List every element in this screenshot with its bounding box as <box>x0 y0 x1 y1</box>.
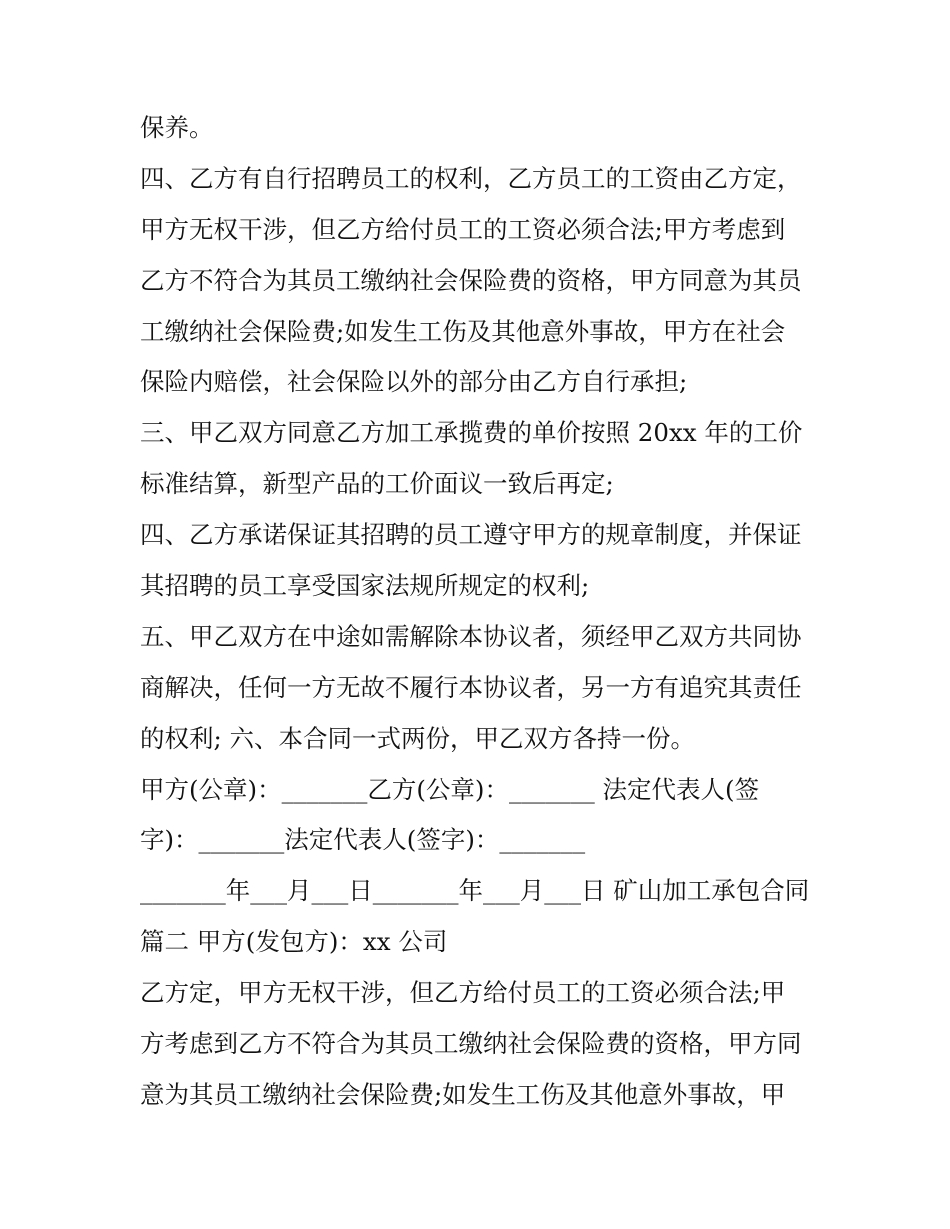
text-line: 篇二 甲方(发包方)：xx 公司 <box>140 927 448 957</box>
text-line: 的权利; 六、本合同一式两份，甲乙双方各持一份。 <box>140 723 696 753</box>
text-line: 意为其员工缴纳社会保险费;如发生工伤及其他意外事故，甲 <box>140 1079 786 1109</box>
document-body <box>140 103 820 1121</box>
text-line: 三、甲乙双方同意乙方加工承揽费的单价按照 20xx 年的工价 <box>140 418 803 448</box>
text-line: _______年___月___日_______年___月___日 矿山加工承包合同 <box>140 876 810 906</box>
text-line: 四、乙方承诺保证其招聘的员工遵守甲方的规章制度，并保证 <box>140 520 802 550</box>
text-line: 五、甲乙双方在中途如需解除本协议者，须经甲乙双方共同协 <box>140 621 802 651</box>
text-line: 标准结算，新型产品的工价面议一致后再定; <box>140 469 614 499</box>
text-line: 保养。 <box>140 113 214 142</box>
text-line: 甲方无权干涉，但乙方给付员工的工资必须合法;甲方考虑到 <box>140 214 786 244</box>
text-line: 保险内赔偿，社会保险以外的部分由乙方自行承担; <box>140 367 688 397</box>
text-line: 乙方定，甲方无权干涉，但乙方给付员工的工资必须合法;甲 <box>140 978 786 1008</box>
text-line: 乙方不符合为其员工缴纳社会保险费的资格，甲方同意为其员 <box>140 265 802 295</box>
text-line: 字)：_______法定代表人(签字)：_______ <box>140 825 586 855</box>
text-line: 甲方(公章)：_______乙方(公章)：_______ 法定代表人(签 <box>140 774 760 804</box>
text-line: 方考虑到乙方不符合为其员工缴纳社会保险费的资格，甲方同 <box>140 1029 802 1059</box>
text-line: 商解决，任何一方无故不履行本协议者，另一方有追究其责任 <box>140 672 802 702</box>
text-line: 工缴纳社会保险费;如发生工伤及其他意外事故，甲方在社会 <box>140 316 786 346</box>
text-line: 四、乙方有自行招聘员工的权利，乙方员工的工资由乙方定， <box>140 163 802 193</box>
text-line: 其招聘的员工享受国家法规所规定的权利; <box>140 571 590 601</box>
